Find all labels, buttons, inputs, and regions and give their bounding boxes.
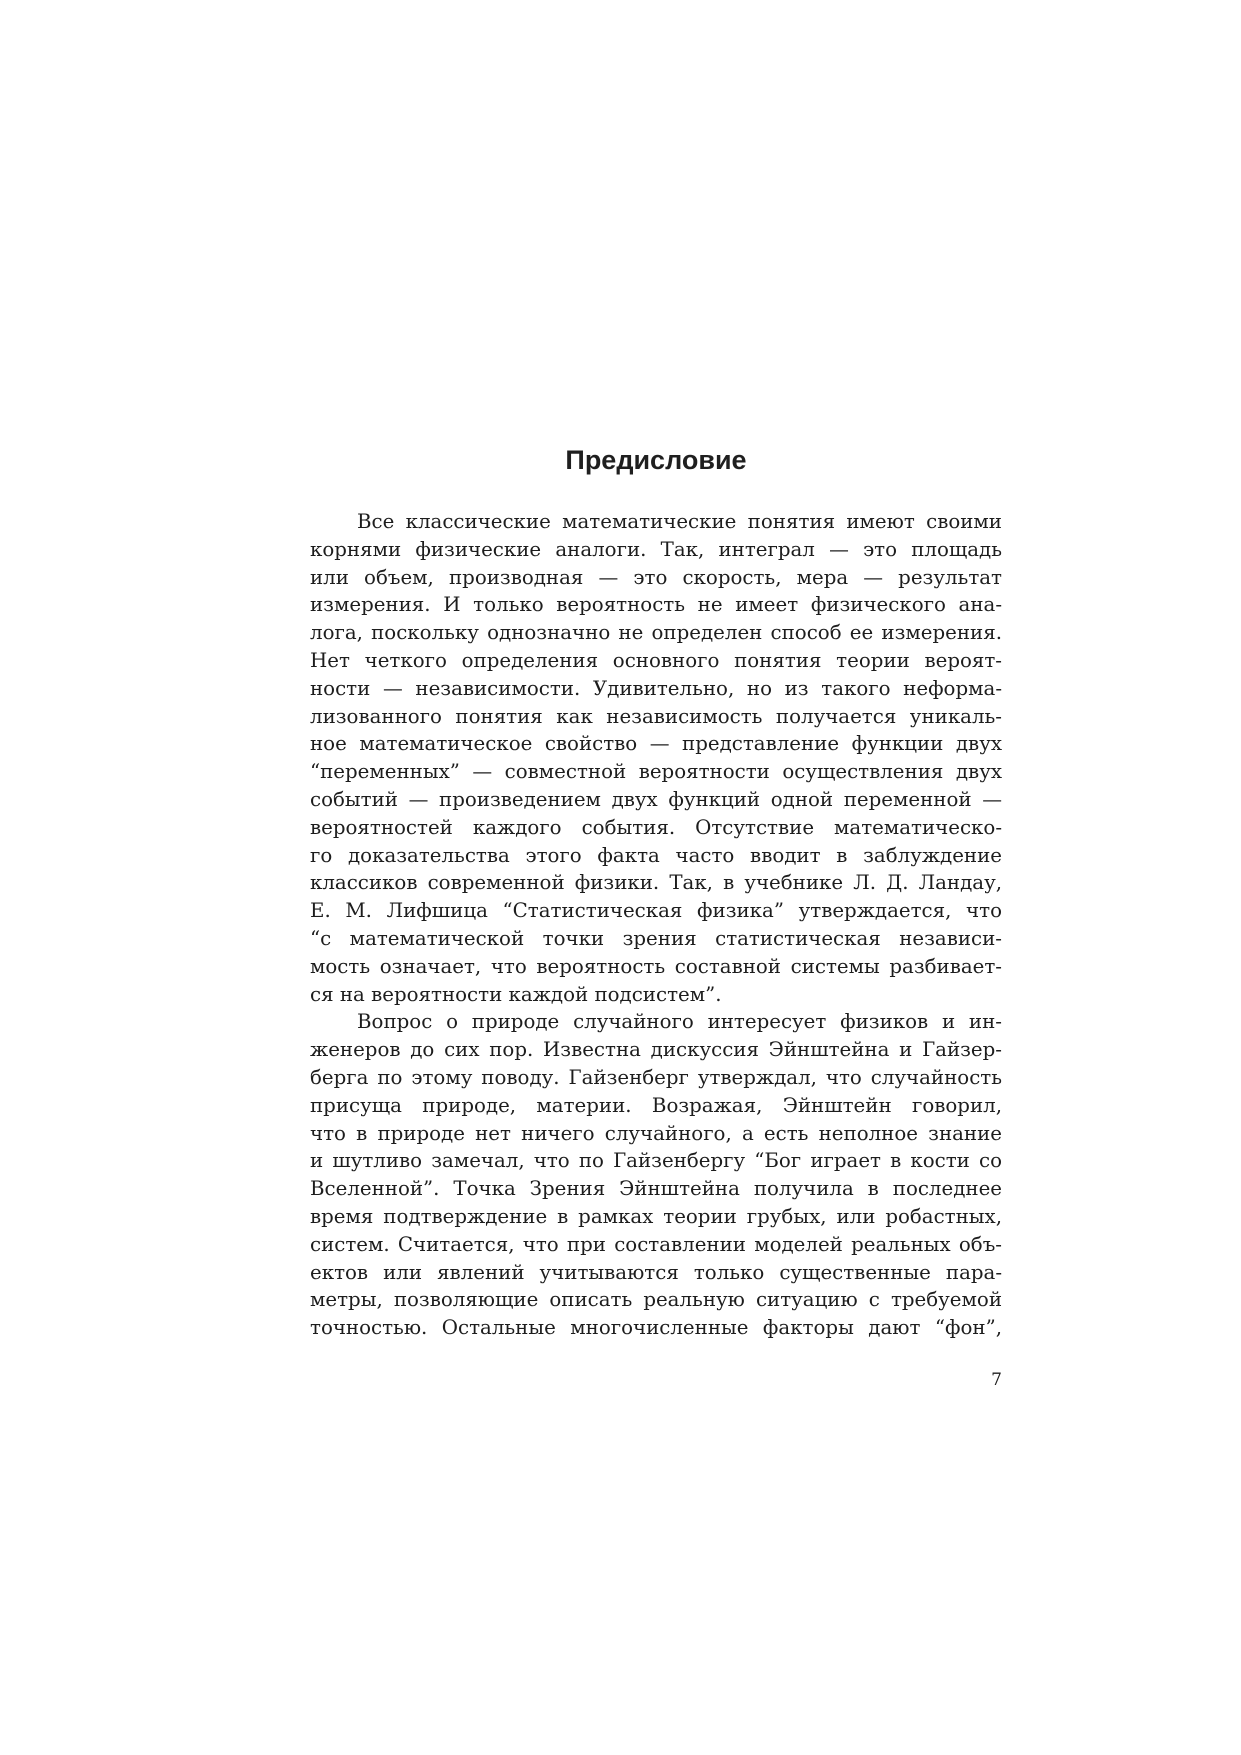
text-line: го доказательства этого факта часто вводит в заблуждение: [310, 843, 1002, 867]
text-line: измерения. И только вероятность не имеет физического ана-: [310, 593, 1002, 617]
text-line: ное математическое свойство — представление функции двух: [310, 732, 1002, 756]
text-line: берга по этому поводу. Гайзенберг утверждал, что случайность: [310, 1065, 1002, 1089]
text-line: метры, позволяющие описать реальную ситуацию с требуемой: [310, 1288, 1002, 1312]
text-line: Все классические математические понятия имеют своими: [357, 510, 1002, 533]
text-line: корнями физические аналоги. Так, интеграл — это площадь: [310, 537, 1002, 561]
text-line: точностью. Остальные многочисленные факторы дают “фон”,: [310, 1316, 1002, 1340]
text-line: ектов или явлений учитываются только существенные пара-: [310, 1260, 1002, 1284]
text-line: время подтверждение в рамках теории грубых, или робастных,: [310, 1204, 1002, 1228]
text-line: вероятностей каждого события. Отсутствие математическо-: [310, 815, 1002, 839]
text-line: Нет четкого определения основного понятия теории вероят-: [310, 648, 1002, 672]
page-number: 7: [991, 1370, 1002, 1390]
text-line: ся на вероятности каждой подсистем”.: [310, 982, 722, 1006]
text-line: Вселенной”. Точка Зрения Эйнштейна получила в последнее: [310, 1177, 1002, 1201]
paragraph-2: [310, 1008, 1002, 1342]
text-line: лога, поскольку однозначно не определен способ ее измерения.: [310, 621, 1002, 645]
text-line: Е. М. Лифшица “Статистическая физика” утверждается, что: [310, 899, 1002, 923]
text-line: и шутливо замечал, что по Гайзенбергу “Бог играет в кости со: [310, 1149, 1002, 1173]
text-line: что в природе нет ничего случайного, а есть неполное знание: [310, 1121, 1002, 1145]
text-line: систем. Считается, что при составлении моделей реальных объ-: [310, 1232, 1002, 1256]
body-text: [310, 508, 1002, 1342]
text-line: присуща природе, материи. Возражая, Эйнштейн говорил,: [310, 1093, 1002, 1117]
page-title: Предисловие: [565, 445, 747, 475]
text-line: ности — независимости. Удивительно, но из такого неформа-: [310, 676, 1002, 700]
text-line: классиков современной физики. Так, в учебнике Л. Д. Ландау,: [310, 871, 1002, 895]
text-line: женеров до сих пор. Известна дискуссия Эйнштейна и Гайзер-: [310, 1038, 1002, 1062]
text-line: “с математической точки зрения статистическая независи-: [310, 926, 1002, 950]
text-line: событий — произведением двух функций одной переменной —: [310, 787, 1002, 811]
text-line: мость означает, что вероятность составной системы разбивает-: [310, 954, 1002, 978]
text-line: или объем, производная — это скорость, мера — результат: [310, 565, 1002, 589]
text-line: Вопрос о природе случайного интересует физиков и ин-: [357, 1010, 1002, 1034]
text-line: “переменных” — совместной вероятности осуществления двух: [310, 760, 1002, 784]
paragraph-1: [310, 508, 1002, 1008]
text-line: лизованного понятия как независимость получается уникаль-: [310, 704, 1002, 728]
